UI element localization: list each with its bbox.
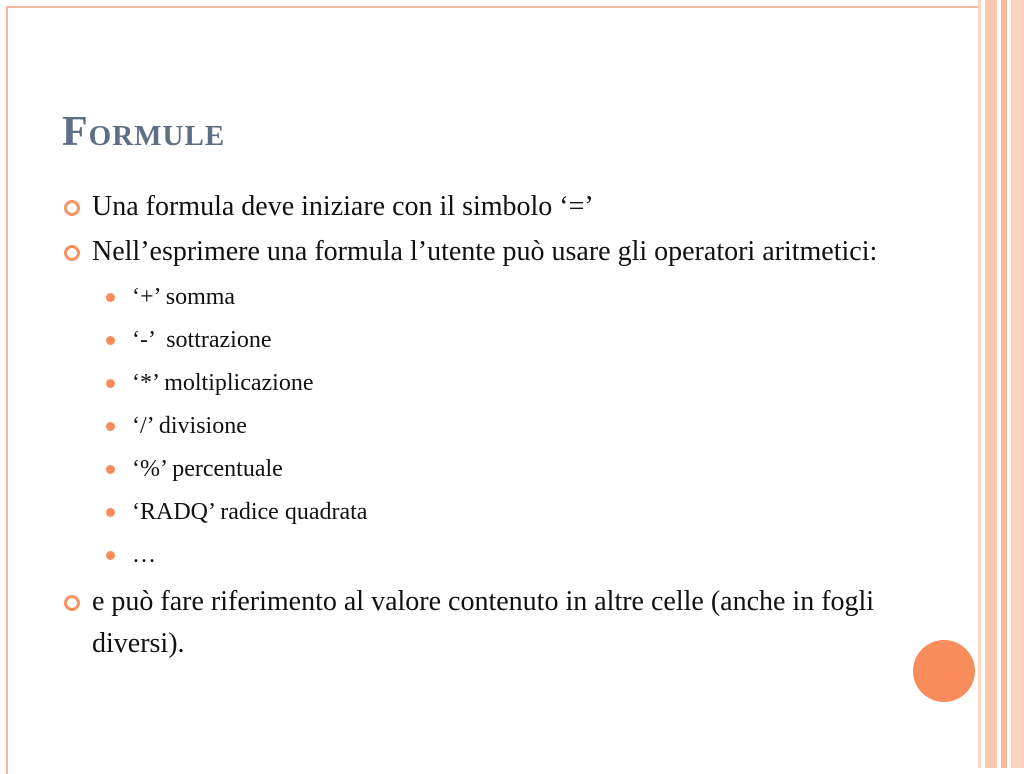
sub-bullet-item	[62, 534, 892, 577]
sub-bullet-item	[62, 448, 892, 491]
bullet-item	[62, 231, 892, 273]
dot-bullet-icon	[106, 465, 115, 474]
sub-bullet-list	[62, 276, 892, 577]
bullet-text: Una formula deve iniziare con il simbolo ‘=’	[92, 191, 594, 222]
ring-bullet-icon	[64, 595, 80, 611]
sub-bullet-text: ‘/’ divisione	[132, 413, 247, 439]
sub-bullet-text: ‘*’ moltiplicazione	[132, 370, 314, 396]
ring-bullet-icon	[64, 245, 80, 261]
sub-bullet-item	[62, 319, 892, 362]
sub-bullet-item	[62, 362, 892, 405]
sub-bullet-item	[62, 276, 892, 319]
slide-title: Formule	[62, 109, 226, 155]
bullet-item	[62, 186, 892, 228]
ring-bullet-icon	[64, 200, 80, 216]
sub-bullet-text: ‘RADQ’ radice quadrata	[132, 499, 368, 525]
dot-bullet-icon	[106, 422, 115, 431]
sub-bullet-text: ‘%’ percentuale	[132, 456, 283, 482]
sub-bullet-text: …	[132, 542, 156, 568]
sub-bullet-text: ‘+’ somma	[132, 284, 236, 310]
dot-bullet-icon	[106, 551, 115, 560]
bullet-text: e può fare riferimento al valore contenuto in altre celle (anche in fogli diversi).	[92, 586, 875, 659]
dot-bullet-icon	[106, 508, 115, 517]
decorative-stripes	[978, 0, 1024, 768]
slide-content	[62, 186, 892, 668]
sub-bullet-item	[62, 405, 892, 448]
dot-bullet-icon	[106, 336, 115, 345]
bullet-text: Nell’esprimere una formula l’utente può usare gli operatori aritmetici:	[92, 236, 878, 267]
sub-bullet-text: ‘-’ sottrazione	[132, 327, 272, 353]
dot-bullet-icon	[106, 379, 115, 388]
sub-bullet-item	[62, 491, 892, 534]
bullet-item	[62, 581, 892, 665]
decorative-circle	[913, 640, 975, 702]
dot-bullet-icon	[106, 293, 115, 302]
